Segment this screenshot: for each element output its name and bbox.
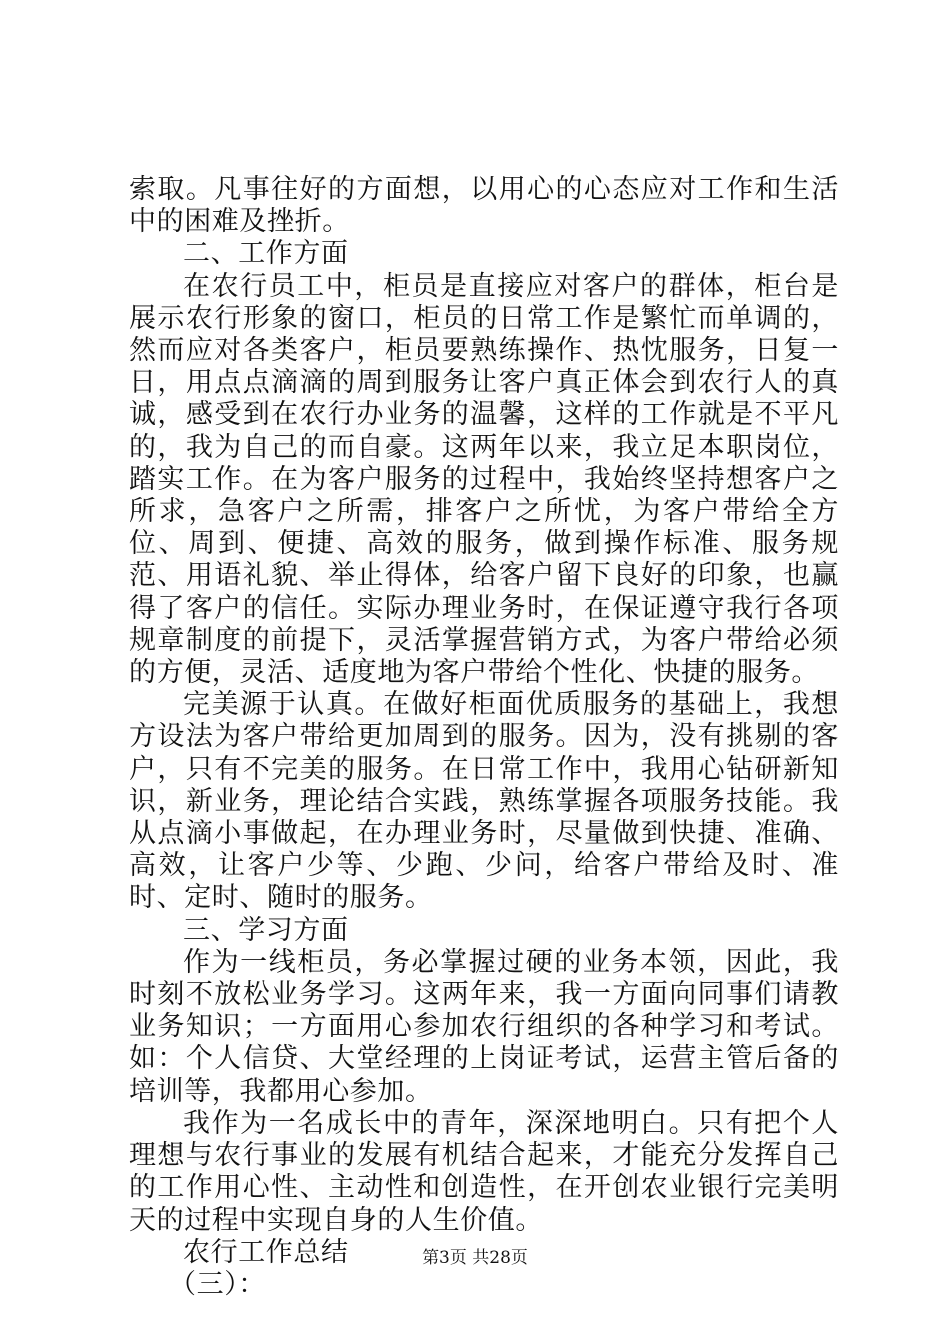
section-heading-study: 三、学习方面 bbox=[183, 914, 349, 946]
page-footer: 第3页 共28页 bbox=[422, 1248, 528, 1268]
paragraph-study-1: 作为一线柜员，务必掌握过硬的业务本领，因此，我时刻不放松业务学习。这两年来，我一方面向同事们请教业务知识；一方面用心参加农行组织的各种学习和考试。如：个人信贷、大堂经理的上岗证考试，运营主管后备的培训等，我都用心参加。 bbox=[129, 946, 839, 1107]
subsection-number: （三）： bbox=[169, 1268, 266, 1300]
document-body bbox=[129, 174, 839, 1301]
paragraph-work-2: 完美源于认真。在做好柜面优质服务的基础上，我想方设法为客户带给更加周到的服务。因为，没有挑剔的客户，只有不完美的服务。在日常工作中，我用心钻研新知识，新业务，理论结合实践，熟练掌握各项服务技能。我从点滴小事做起，在办理业务时，尽量做到快捷、准确、高效，让客户少等、少跑、少问，给客户带给及时、准时、定时、随时的服务。 bbox=[129, 689, 839, 914]
paragraph-study-2: 我作为一名成长中的青年，深深地明白。只有把个人理想与农行事业的发展有机结合起来，才能充分发挥自己的工作用心性、主动性和创造性，在开创农业银行完美明天的过程中实现自身的人生价值。 bbox=[129, 1107, 839, 1236]
subsection-title: 农行工作总结 bbox=[183, 1236, 349, 1268]
section-heading-work: 二、工作方面 bbox=[183, 238, 349, 270]
paragraph-continuation: 索取。凡事往好的方面想，以用心的心态应对工作和生活中的困难及挫折。 bbox=[129, 174, 839, 238]
paragraph-work-1: 在农行员工中，柜员是直接应对客户的群体，柜台是展示农行形象的窗口，柜员的日常工作是繁忙而单调的，然而应对各类客户，柜员要熟练操作、热忱服务，日复一日，用点点滴滴的周到服务让客户真正体会到农行人的真诚，感受到在农行办业务的温馨，这样的工作就是不平凡的，我为自己的而自豪。这两年以来，我立足本职岗位，踏实工作。在为客户服务的过程中，我始终坚持想客户之所求，急客户之所需，排客户之所忧，为客户带给全方位、周到、便捷、高效的服务，做到操作标准、服务规范、用语礼貌、举止得体，给客户留下良好的印象，也赢得了客户的信任。实际办理业务时，在保证遵守我行各项规章制度的前提下，灵活掌握营销方式，为客户带给必须的方便，灵活、适度地为客户带给个性化、快捷的服务。 bbox=[129, 270, 839, 689]
